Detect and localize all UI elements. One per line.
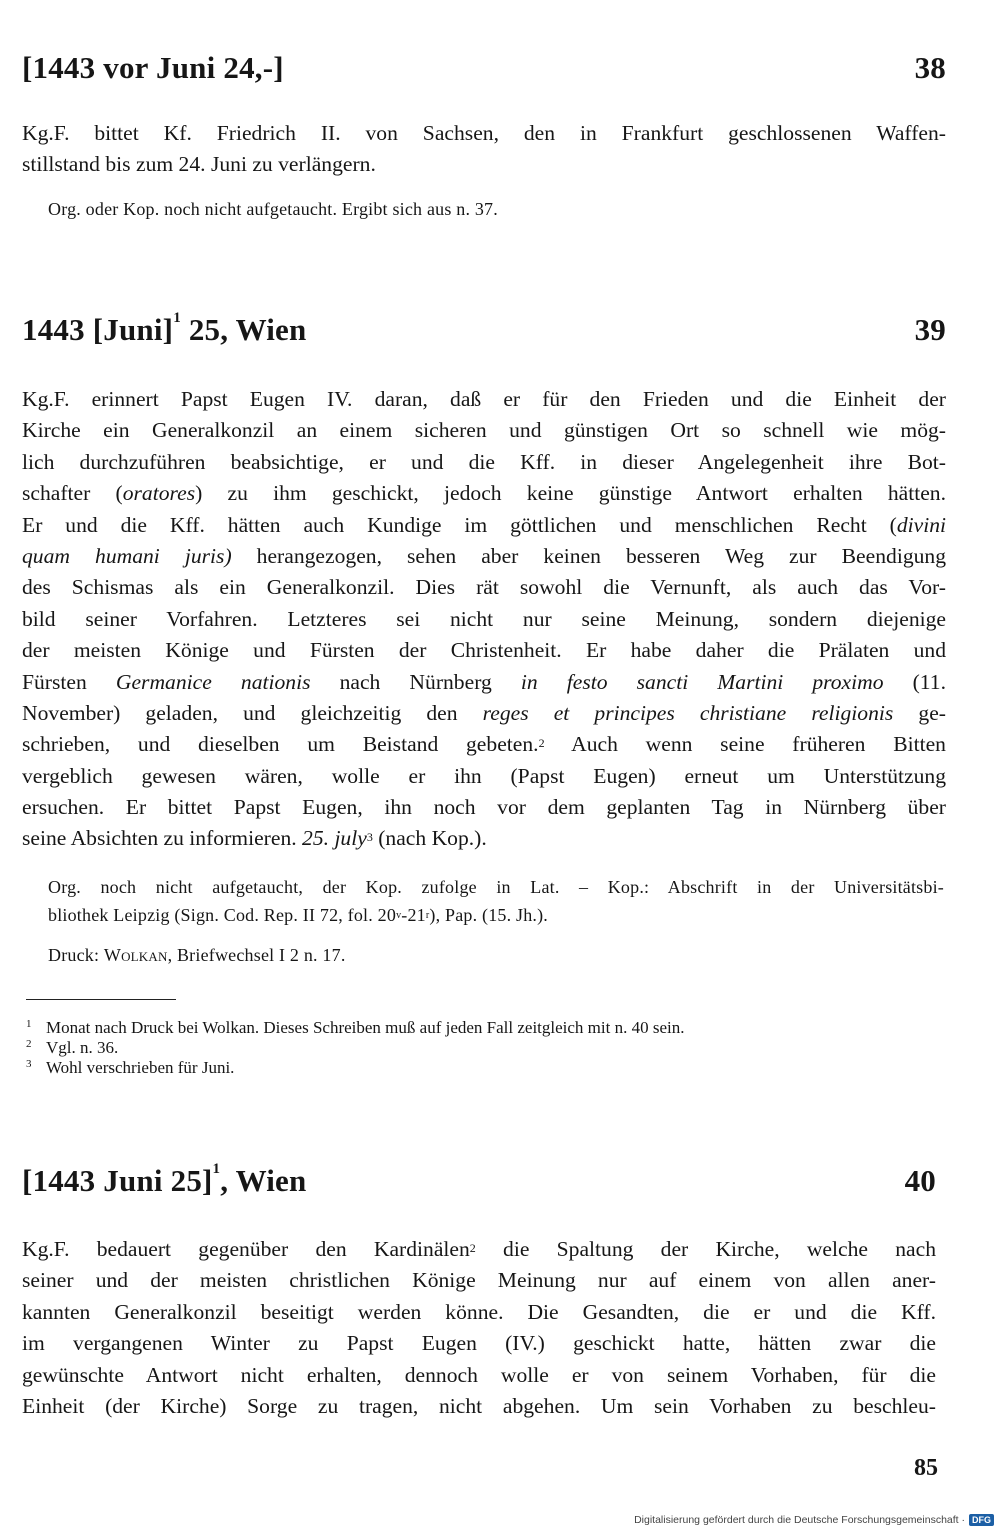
text-line: Einheit (der Kirche) Sorge zu tragen, nicht abgehen. Um sein Vorhaben zu beschleu- xyxy=(22,1393,936,1418)
text-line: Kg.F. erinnert Papst Eugen IV. daran, daß er für den Frieden und die Einheit der xyxy=(22,387,946,411)
text-line: ersuchen. Er bittet Papst Eugen, ihn noch vor dem geplanten Tag in Nürnberg über xyxy=(22,795,946,820)
footnote-ref: 2 xyxy=(538,736,545,751)
entry-number: 39 xyxy=(914,312,946,347)
text-line: vergeblich gewesen wären, wolle er ihn (Papst Eugen) erneut um Unterstützung xyxy=(22,763,946,788)
text-line: bild seiner Vorfahren. Letzteres sei nicht nur seine Meinung, sondern diejenige xyxy=(22,606,946,631)
text-line: quam humani juris) herangezogen, sehen aber keinen besseren Weg zur Beendigung xyxy=(22,543,947,568)
entry-39-heading xyxy=(22,312,946,352)
footnotes xyxy=(26,1018,940,1078)
text-line: Er und die Kff. hätten auch Kundige im göttlichen und menschlichen Recht (divini xyxy=(22,512,946,537)
text-line: des Schismas als ein Generalkonzil. Dies rät sowohl die Vernunft, als auch das Vor- xyxy=(22,575,946,600)
footnote: 2 Vgl. n. 36. xyxy=(26,1038,119,1057)
entry-number: 40 xyxy=(904,1163,936,1198)
entry-39-summary xyxy=(22,384,946,855)
text-line: stillstand bis zum 24. Juni zu verlängern. xyxy=(22,152,376,177)
footnote-ref: 3 xyxy=(366,830,373,845)
text-line: schafter (oratores) zu ihm geschickt, jedoch keine günstige Antwort erhalten hätten. xyxy=(22,481,946,506)
text-line: gewünschte Antwort nicht erhalten, dennoch wolle er von seinem Vorhaben, für die xyxy=(22,1362,936,1387)
entry-39-source-note: Org. noch nicht aufgetaucht, der Kop. zufolge in Lat. – Kop.: Abschrift in der Universitätsbi- bliothek Leipzig (Sign. Cod. Rep. II 72, fol. 20$^v$-21$^r$), Pap. (15. Jh.). xyxy=(48,877,944,925)
entry-40-summary xyxy=(22,1234,936,1422)
footnote: 1 Monat nach Druck bei Wolkan. Dieses Schreiben muß auf jeden Fall zeitgleich mit n. 40 sein. xyxy=(26,1018,685,1037)
footnote-divider xyxy=(26,999,176,1000)
text-line: Fürsten Germanice nationis nach Nürnberg in festo sancti Martini proximo (11. xyxy=(22,669,946,694)
entry-number: 38 xyxy=(914,50,946,85)
text-line: im vergangenen Winter zu Papst Eugen (IV.) geschickt hatte, hätten zwar die xyxy=(22,1331,936,1356)
text-line: Kg.F. bedauert gegenüber den Kardinälen$^2$ die Spaltung der Kirche, welche nach xyxy=(22,1237,936,1261)
text-line: schrieben, und dieselben um Beistand gebeten.$^2$ Auch wenn seine früheren Bitten xyxy=(22,732,946,757)
entry-38-heading xyxy=(22,50,946,90)
entry-39-print-reference: Druck: Wolkan, Briefwechsel I 2 n. 17. xyxy=(48,945,346,965)
dfg-logo-icon: DFG xyxy=(969,1514,994,1526)
text-line: kannten Generalkonzil beseitigt werden könne. Die Gesandten, die er und die Kff. xyxy=(22,1299,936,1324)
text-line: lich durchzuführen beabsichtige, er und die Kff. in dieser Angelegenheit ihre Bot- xyxy=(22,449,946,474)
entry-date: [1443 Juni 25]$^1$, Wien xyxy=(22,1161,307,1198)
text-line: Kirche ein Generalkonzil an einem sicheren und günstigen Ort so schnell wie mög- xyxy=(22,418,946,443)
text-line: Kg.F. bittet Kf. Friedrich II. von Sachsen, den in Frankfurt geschlossenen Waffen- xyxy=(22,121,946,145)
entry-date: [1443 vor Juni 24,-] xyxy=(22,50,284,85)
text-line: seiner und der meisten christlichen Könige Meinung nur auf einem von allen aner- xyxy=(22,1268,936,1293)
footnote-ref: 2 xyxy=(469,1241,476,1255)
entry-38-source-note: Org. oder Kop. noch nicht aufgetaucht. Ergibt sich aus n. 37. xyxy=(48,199,498,219)
entry-40-heading xyxy=(22,1163,936,1203)
text-line: seine Absichten zu informieren. 25. july$^3$ (nach Kop.). xyxy=(22,826,487,851)
text-line: November) geladen, und gleichzeitig den reges et principes christiane religionis ge- xyxy=(22,700,946,725)
page-number: 85 xyxy=(914,1455,938,1481)
entry-date: 1443 [Juni]$^1$ 25, Wien xyxy=(22,310,307,347)
footnote: 3 Wohl verschrieben für Juni. xyxy=(26,1058,235,1077)
digitization-credit: Digitalisierung gefördert durch die Deutsche Forschungsgemeinschaft · DFG xyxy=(634,1512,994,1528)
entry-38-summary xyxy=(22,118,946,181)
text-line: der meisten Könige und Fürsten der Christenheit. Er habe daher die Prälaten und xyxy=(22,638,946,663)
